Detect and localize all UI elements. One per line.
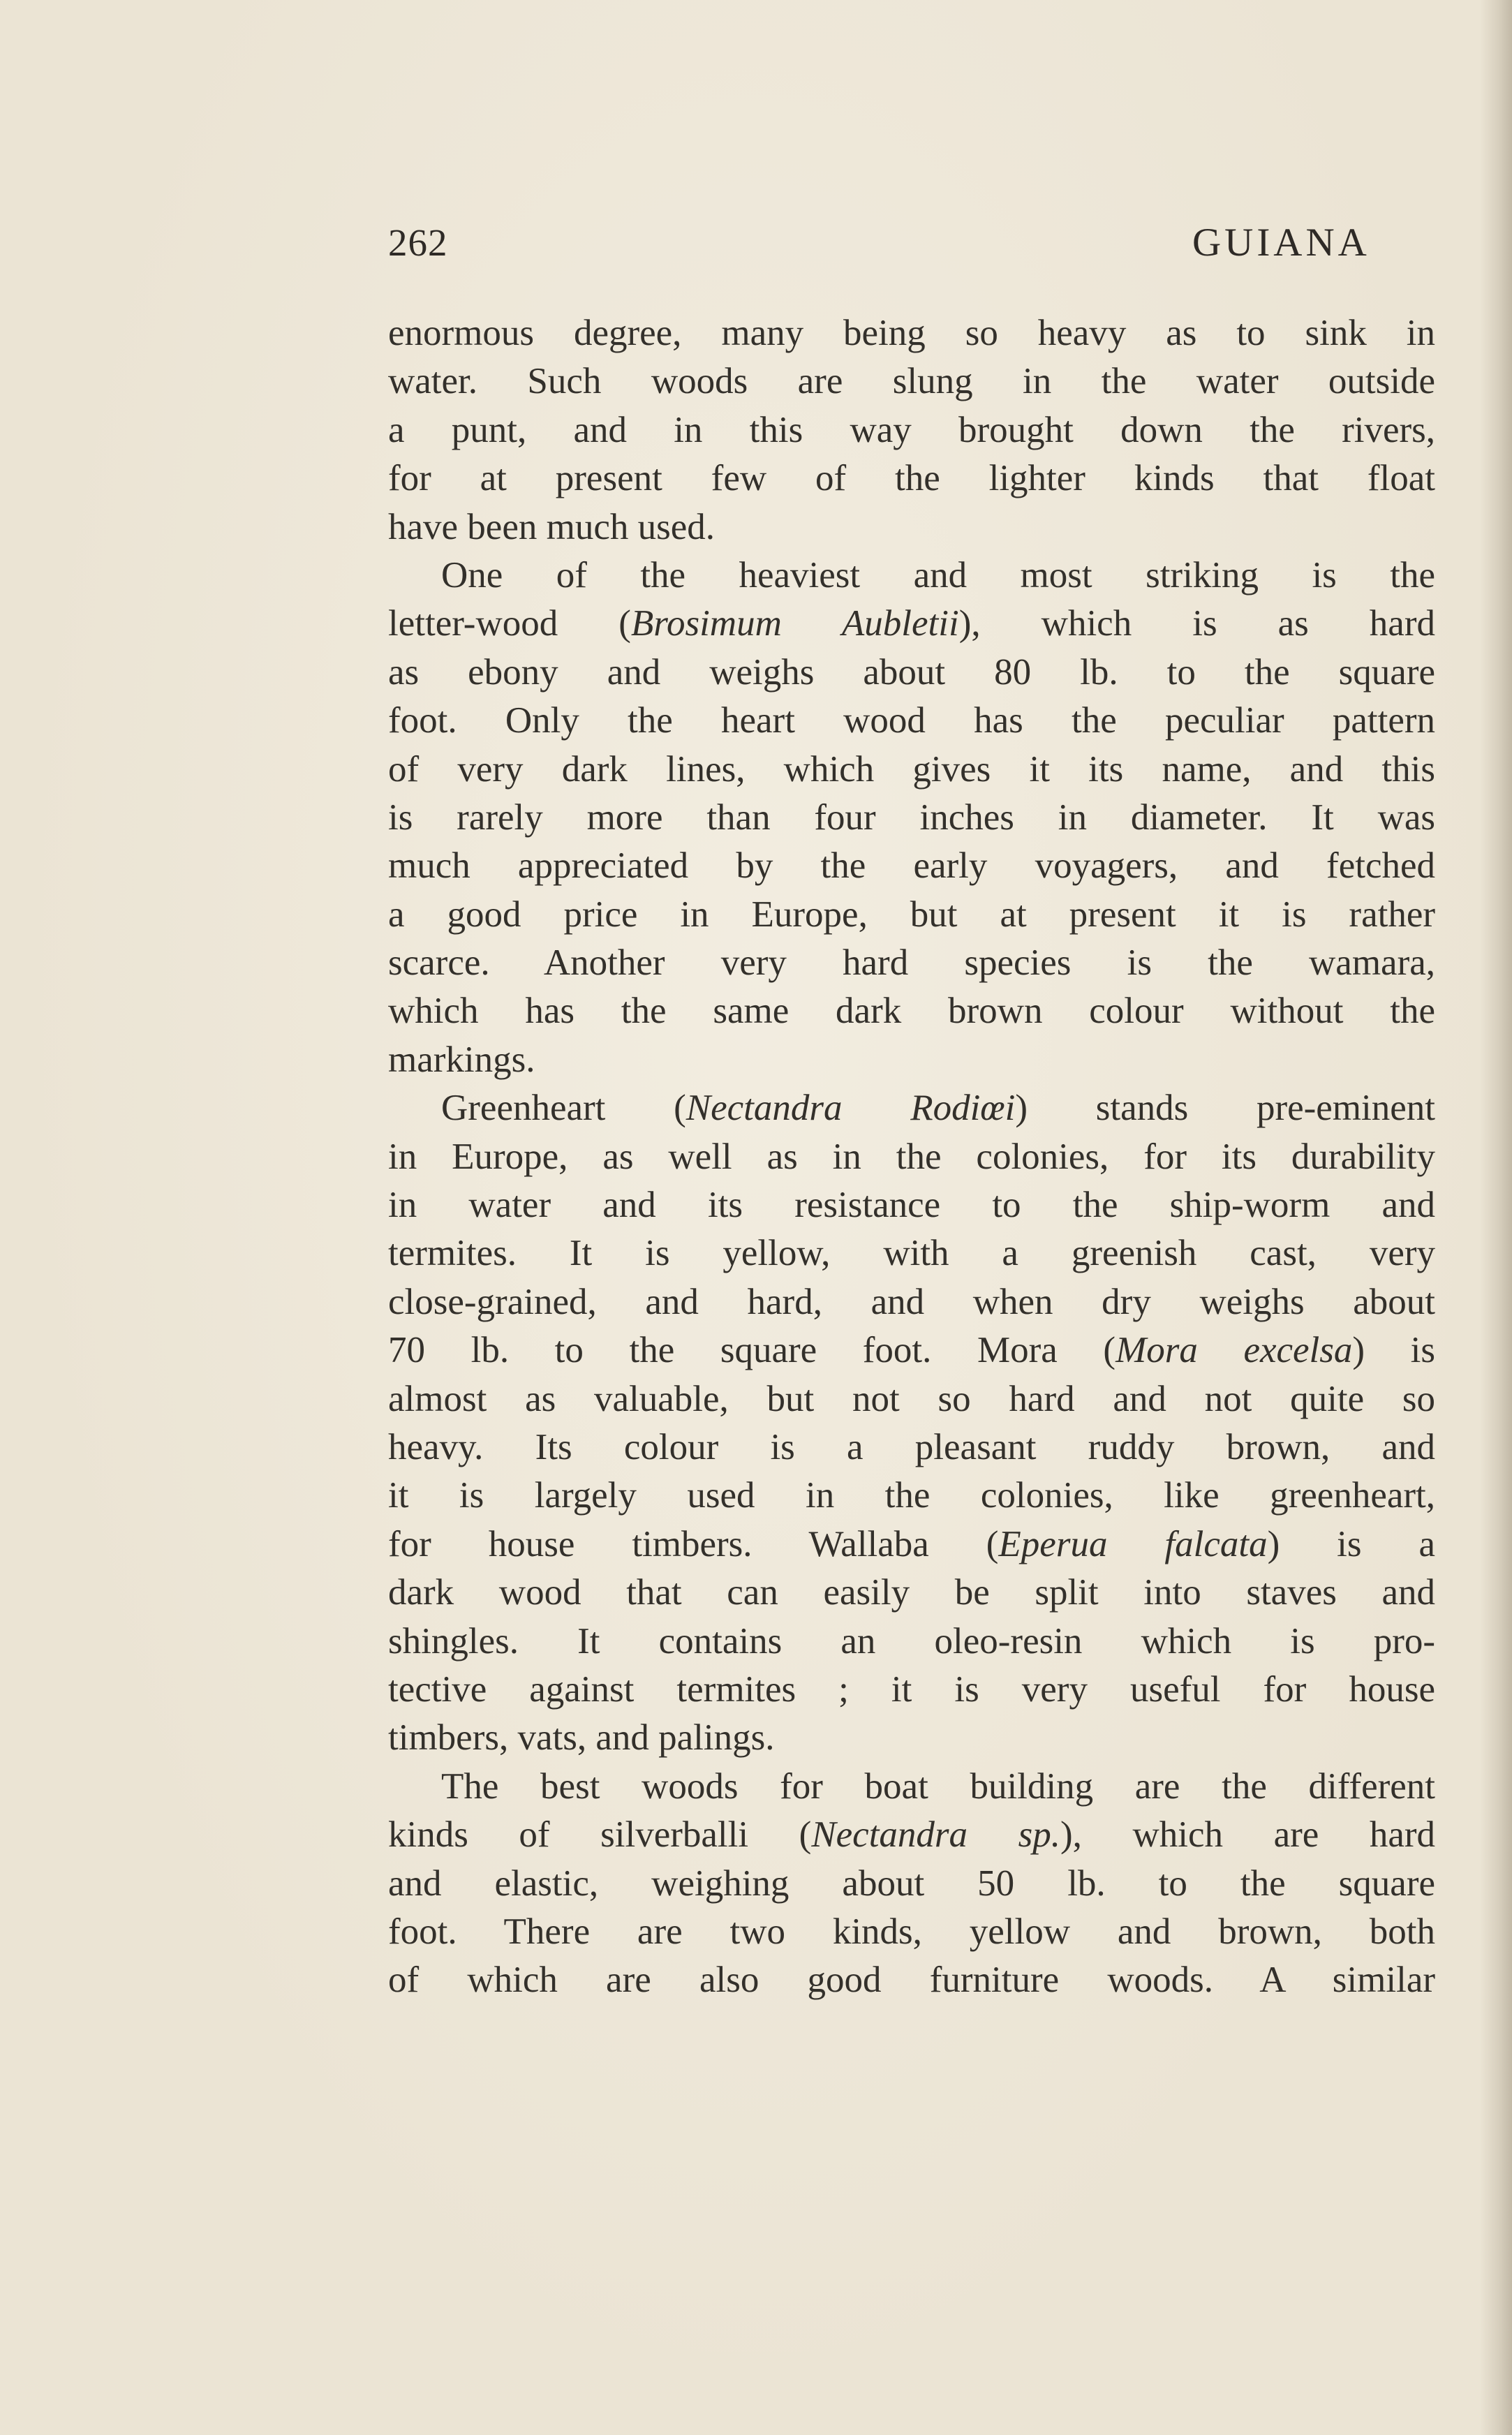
text-line: [388, 1423, 1435, 1472]
text-segment: The best woods for boat building are the different: [441, 1766, 1435, 1807]
italic-text: Nectandra sp.: [811, 1814, 1061, 1856]
text-line-content: [388, 842, 1435, 890]
text-line-content: [388, 1618, 1435, 1666]
italic-text: Nectandra Rodiœi: [685, 1088, 1016, 1129]
text-segment: 70 lb. to the square foot. Mora (: [388, 1330, 1116, 1371]
text-line-content: [441, 1763, 1435, 1811]
text-line: [388, 1763, 1435, 1811]
text-line: [388, 1956, 1435, 2004]
text-line-content: [388, 454, 1435, 503]
text-segment: tective against termites ; it is very useful for house: [388, 1668, 1435, 1710]
text-line-content: [388, 1520, 1435, 1569]
text-line-content: [441, 552, 1435, 600]
text-segment: ), which are hard: [1060, 1814, 1436, 1856]
text-segment: kinds of silverballi (: [388, 1814, 812, 1856]
text-line: [388, 454, 1435, 503]
text-segment: it is largely used in the colonies, like greenheart,: [388, 1475, 1435, 1516]
text-line-content: [388, 1472, 1435, 1520]
text-line: [388, 309, 1435, 357]
text-segment: is rarely more than four inches in diameter. It was: [388, 797, 1435, 838]
text-segment: enormous degree, many being so heavy as to sink in: [388, 313, 1435, 353]
text-segment: letter-wood (: [388, 603, 631, 644]
text-line: [388, 1326, 1435, 1375]
text-line: [388, 1666, 1435, 1714]
text-line: [388, 891, 1435, 939]
text-segment: heavy. Its colour is a pleasant ruddy brown, and: [388, 1426, 1435, 1467]
text-line: [388, 503, 1435, 552]
text-segment: shingles. It contains an oleo-resin which is pro-: [388, 1620, 1435, 1661]
text-segment: foot. There are two kinds, yellow and brown, both: [388, 1911, 1435, 1952]
text-line: [388, 697, 1435, 745]
text-line: [388, 794, 1435, 842]
text-line-content: [441, 1084, 1435, 1132]
text-line: [388, 357, 1435, 406]
text-segment: for house timbers. Wallaba (: [388, 1523, 999, 1564]
text-line-content: [388, 1423, 1435, 1472]
text-line-content: [388, 1666, 1435, 1714]
text-line-content: [388, 649, 1435, 697]
text-line-content: [388, 1278, 1435, 1326]
text-line-content: [388, 697, 1435, 745]
text-segment: ) is: [1352, 1330, 1435, 1371]
text-line: [388, 1229, 1435, 1278]
text-line: [388, 987, 1435, 1035]
text-segment: of very dark lines, which gives it its name, and this: [388, 748, 1435, 790]
text-segment: termites. It is yellow, with a greenish cast, very: [388, 1233, 1435, 1274]
text-line: [388, 1569, 1435, 1617]
text-line-content: [388, 1229, 1435, 1278]
page-number: 262: [388, 221, 448, 264]
text-line-content: [388, 939, 1435, 987]
text-segment: a punt, and in this way brought down the rivers,: [388, 409, 1435, 450]
text-segment: for at present few of the lighter kinds that float: [388, 458, 1435, 499]
text-segment: have been much used.: [388, 506, 715, 547]
text-line: [388, 1714, 1435, 1762]
text-segment: scarce. Another very hard species is the wamara,: [388, 942, 1435, 984]
text-line: [388, 552, 1435, 600]
text-line-content: [388, 1860, 1435, 1908]
page-edge-shadow: [1480, 0, 1512, 2435]
text-line: [388, 1278, 1435, 1326]
text-line-content: [388, 1326, 1435, 1375]
text-segment: a good price in Europe, but at present it is rather: [388, 894, 1435, 935]
text-line-content: [388, 1133, 1435, 1181]
text-line-content: [388, 503, 1435, 552]
text-segment: timbers, vats, and palings.: [388, 1717, 775, 1759]
text-line-content: [388, 1908, 1435, 1956]
text-segment: ), which is as hard: [958, 603, 1435, 644]
text-segment: water. Such woods are slung in the water outside: [388, 361, 1435, 402]
text-segment: Greenheart (: [441, 1088, 686, 1129]
text-line-content: [388, 406, 1435, 454]
text-segment: in Europe, as well as in the colonies, for its durability: [388, 1136, 1435, 1177]
text-line: [388, 1908, 1435, 1956]
text-line: [388, 939, 1435, 987]
text-segment: of which are also good furniture woods. A similar: [388, 1960, 1435, 2001]
text-line-content: [388, 309, 1435, 357]
page-header: [388, 215, 1435, 271]
text-segment: much appreciated by the early voyagers, and fetched: [388, 845, 1435, 887]
text-line-content: [388, 1811, 1435, 1859]
text-line-content: [388, 1569, 1435, 1617]
text-line-content: [388, 987, 1435, 1035]
running-head: GUIANA: [1192, 221, 1370, 265]
italic-text: Brosimum Aubletii: [630, 603, 959, 644]
text-line-content: [388, 794, 1435, 842]
text-line-content: [388, 357, 1435, 406]
text-line-content: [388, 891, 1435, 939]
text-line: [388, 746, 1435, 794]
text-line-content: [388, 746, 1435, 794]
text-line: [388, 406, 1435, 454]
text-line-content: [388, 600, 1435, 648]
text-line-content: [388, 1714, 1435, 1762]
text-segment: and elastic, weighing about 50 lb. to the square: [388, 1863, 1435, 1904]
text-segment: One of the heaviest and most striking is the: [441, 554, 1435, 595]
text-line: [388, 1520, 1435, 1569]
text-line-content: [388, 1375, 1435, 1423]
text-segment: which has the same dark brown colour without the: [388, 991, 1435, 1032]
text-line: [388, 1084, 1435, 1132]
text-segment: ) stands pre-eminent: [1015, 1088, 1435, 1129]
text-line: [388, 1036, 1435, 1084]
body-text: [388, 309, 1435, 2005]
text-segment: in water and its resistance to the ship-worm and: [388, 1185, 1435, 1226]
text-segment: foot. Only the heart wood has the peculiar pattern: [388, 700, 1435, 741]
text-segment: markings.: [388, 1039, 535, 1080]
text-line-content: [388, 1181, 1435, 1229]
text-segment: as ebony and weighs about 80 lb. to the square: [388, 651, 1435, 693]
text-segment: ) is a: [1267, 1523, 1435, 1564]
text-line: [388, 1472, 1435, 1520]
text-segment: almost as valuable, but not so hard and not quite so: [388, 1378, 1435, 1419]
text-line: [388, 1860, 1435, 1908]
text-line-content: [388, 1956, 1435, 2004]
text-segment: dark wood that can easily be split into staves and: [388, 1572, 1435, 1613]
italic-text: Eperua falcata: [998, 1523, 1268, 1564]
italic-text: Mora excelsa: [1116, 1330, 1353, 1371]
text-line: [388, 600, 1435, 648]
text-line: [388, 649, 1435, 697]
text-line: [388, 1133, 1435, 1181]
text-line: [388, 1181, 1435, 1229]
text-line: [388, 1375, 1435, 1423]
text-line: [388, 842, 1435, 890]
text-line: [388, 1618, 1435, 1666]
text-segment: close-grained, and hard, and when dry weighs about: [388, 1281, 1435, 1322]
text-line-content: [388, 1036, 1435, 1084]
text-line: [388, 1811, 1435, 1859]
